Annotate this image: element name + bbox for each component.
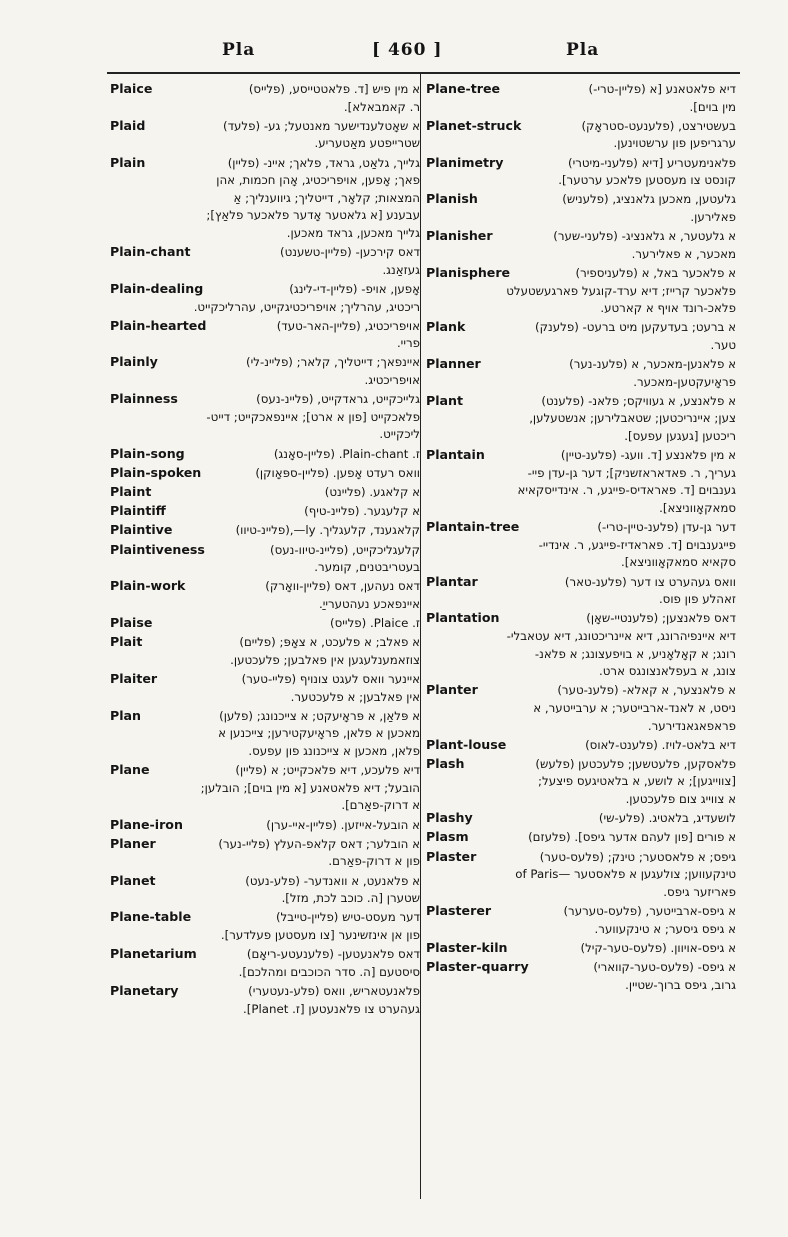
dictionary-entry [110,243,420,279]
dictionary-entry [110,317,420,353]
definition-continuation: טער. [710,337,736,352]
dictionary-entry [426,902,736,938]
definition-continuation: פון א דרוק-פאַרם. [328,854,420,869]
headword: Planimetry [426,154,504,170]
definition-continuation: מאכען א פלאן, פראָיעקטירען; צייכנען א [218,726,420,741]
dictionary-entry [110,670,420,706]
definition-text: פלאנעטאריש, וואס (פלע-נעטערי) [248,983,420,998]
definition-continuation: סמאקאָווניצא]. [659,501,736,515]
definition-continuation: הובעל; דיא פלאטאנע [א מין בוים]; הובלען; [200,780,420,795]
entry-first-line [426,154,736,173]
headword: Plantation [426,610,500,626]
headword: Plaiter [110,671,158,687]
definition-continuation: ר. קאמבאלא]. [343,99,420,114]
definition-text: דער גן-עדן (פלענ-טיין-טרי-) [597,520,736,535]
entry-first-line [426,609,736,628]
headword: Planer [110,835,156,851]
definition-text: א גיפס-אויוון. (פלעס-טער-קיל) [580,940,736,955]
dictionary-entry [426,264,736,318]
definition-continuation: א צווייג צום פלעכטען. [625,792,736,807]
right-column [426,80,736,1200]
entry-first-line [110,614,420,633]
dictionary-entry [426,848,736,902]
definition-continuation: גרוב, גיפס ברוך-שטיין. [625,977,736,992]
definition-text: א פלאנעט, א וואנדער- (פלע-נעט) [245,873,420,888]
dictionary-entry [110,816,420,835]
entry-first-line [110,707,420,726]
entry-first-line [110,521,420,540]
definition-continuation: פלאכער קרייז; דיא ערד-קוגעל פארגעשטעלט [506,283,736,298]
definition-continuation: אין פאלבען; א פלעכטער. [290,689,420,704]
definition-continuation: איינפאכע נעהטערייַ. [318,596,420,611]
entry-first-line [426,518,736,537]
running-head-left: Pla [222,40,256,60]
entry-first-line [426,958,736,977]
headword: Plane-iron [110,816,183,832]
definition-text: דאס קירכען- (פליין-טשענט) [279,245,420,260]
entry-first-line [110,445,420,464]
dictionary-entry [110,280,420,316]
headword: Plain-work [110,578,186,594]
dictionary-entry [110,521,420,540]
definition-text: א פאלב; א פלעכט, א צאָפּ; (פליים) [239,635,420,650]
dictionary-entry [426,573,736,609]
definition-continuation: זאהלע פון פוס. [658,592,736,607]
definition-continuation: קונסט צו מעסטען פלאכע ערטער]. [558,173,736,188]
definition-text: א הובלער; דאס קלאפ-העלץ (פליי-נער) [218,836,420,851]
headword: Planisher [426,228,493,244]
definition-text: דיא פלאטאנע [א (פליין-טרי-) [588,82,736,96]
definition-continuation: צונג, א בעפלאנצונגס ארט. [599,664,736,679]
headword: Plasterer [426,903,492,918]
entry-first-line [110,390,420,409]
headword: Plant [426,392,464,408]
headword: Plain-spoken [110,464,202,480]
definition-text: א גיפס- (פלעס-טער-קווארי) [593,959,736,974]
definition-text: דיא בלאט-לויז. (פלענט-לאוס) [585,737,736,752]
headword: Plaster [426,848,477,864]
definition-text: פלאנימעטריע [דיא (פלעני-מיטרי) [568,155,736,170]
definition-continuation: צוזאמענלעגען אין פאלבען; פלעכטען. [230,652,420,667]
dictionary-entry [426,117,736,153]
definition-text: אויפריכטיג, (פליין-האר-טעד) [276,318,420,333]
headword: Plain-song [110,445,185,461]
entry-first-line [110,541,420,560]
definition-continuation: פראָיעקטען-מאכער. [633,374,736,389]
dictionary-entry [426,355,736,391]
entry-first-line [110,117,420,136]
definition-continuation: שטערן [ה. כוכב לכת, מזל]. [281,891,420,906]
definition-text: איינער וואס לעגט צונויף (פליי-טער) [241,672,420,687]
dictionary-entry [110,577,420,613]
definition-text: א פורים [פון לעהם אדער גיפס]. (פלעזם) [528,830,736,845]
definition-text: א פלאנצער, א קאלא- (פלענ-טער) [557,683,736,698]
entry-first-line [110,908,420,927]
dictionary-entry [426,392,736,446]
headword: Planetary [110,982,179,998]
entry-first-line [110,945,420,964]
definition-text: דער מעסט-טיש (פליין-טייבל) [275,910,420,925]
definition-text: א קלעגער. (פליינ-טיף) [304,504,420,519]
definition-continuation: סקאיא סמאקאָווניצא]. [620,555,736,570]
entry-first-line [110,243,420,262]
entry-first-line [426,809,736,828]
entry-first-line [426,848,736,867]
entry-first-line [110,816,420,835]
definition-text: וואס רעדט אָפען. (פליין-ספּאָוקן) [255,465,420,480]
definition-text: בעשטירצט, (פלענעט-סטראָק) [581,118,736,133]
entry-first-line [110,835,420,854]
definition-continuation: בעטריבטנים, קומער. [314,560,420,575]
definition-text: קלאגענד, קלעגליך. ly—,(פליינ-טיוו) [235,523,420,538]
dictionary-entry [110,80,420,116]
entry-first-line [110,353,420,372]
dictionary-entry [426,318,736,354]
headword: Plainly [110,354,158,370]
definition-continuation: עבענע [א גלאטער אָדער פלאכער פלאַץ]; [206,208,420,223]
dictionary-entry [426,227,736,263]
dictionary-entry [110,707,420,761]
page-header [0,0,788,64]
definition-text: דיא פלעכע, דיא פלאכקייט; א (פליין) [235,763,420,778]
definition-continuation: פאלירען. [690,209,736,224]
headword: Plantain-tree [426,519,520,535]
definition-text: א פּלאַן, א פּראָיעקט; א צייכנונג; (פלען) [219,708,420,723]
definition-text: א שאָטלענדישער מאנטעל; גע- (פלעד) [222,118,420,133]
definition-continuation: גלייך מאכען, גראד מאכען. [286,225,420,240]
definition-continuation: פראפאגאנדירער. [647,718,736,733]
dictionary-entry [110,353,420,389]
entry-first-line [426,264,736,283]
definition-continuation: פאריזער גיפס. [663,884,736,899]
definition-continuation: [צווייגען]; א לושע, א בלאטיגעס פיצעל; [538,774,736,789]
entry-first-line [110,502,420,521]
dictionary-entry [426,609,736,680]
definition-continuation: געריך, ר. פאדאראזשניק]; דער גן-עדן פיי- [527,465,736,480]
headword: Plantain [426,447,485,463]
headword: Plain [110,154,146,170]
definition-text: א מין פלאנצע [ד. וועג- (פלענ-טיין) [560,448,736,463]
entry-first-line [110,982,420,1001]
dictionary-entry [110,872,420,908]
headword: Plaice [110,81,153,96]
page-number: [ 460 ] [372,40,443,60]
dictionary-entry [426,939,736,958]
definition-text: א קלאגע. (פליינט) [324,485,420,499]
left-column [110,80,420,1200]
entry-first-line [110,80,420,99]
definition-text: א גלעטער, א גלאנציג- (פלעני-שער) [553,229,736,244]
entry-first-line [426,190,736,209]
headword: Planet-struck [426,117,522,133]
entry-first-line [426,755,736,774]
dictionary-entry [110,390,420,444]
definition-continuation: פאך; אָפען, אויפריכטיג, אָהן חכמות, אהן [216,173,420,188]
entry-first-line [110,761,420,780]
definition-continuation: המצאות; קלאָר, דייטליך; גיווענליך; אַ [233,190,420,205]
headword: Plank [426,319,466,335]
definition-text: איינפאך; דייטליך, קלאר; (פליינ-לי) [246,355,420,370]
entry-first-line [110,280,420,299]
definition-text: ז. Plaice. (פלייס) [330,616,420,631]
dictionary-entry [426,190,736,226]
entry-first-line [426,80,736,99]
definition-continuation: פון אן אינזשינער [צו מעסטען פעלדער]. [220,927,420,942]
headword: Plaintiff [110,503,166,519]
definition-continuation: ערגריפען פון ערשטוינען. [613,136,736,151]
definition-continuation: געהערט צו פלאנעטען [ז. Planet]. [243,1001,420,1016]
header-rule [107,72,740,74]
dictionary-entry [110,982,420,1018]
running-head-right: Pla [566,40,600,60]
definition-text: א גיפס-ארבייטער, (פלעס-טערער) [563,904,736,918]
definition-continuation: מין בוים]. [689,99,736,114]
definition-text: גלעטען, מאכען גלאנציג, (פלעניש) [562,192,736,207]
headword: Planisphere [426,264,511,280]
entry-first-line [426,117,736,136]
entry-first-line [426,227,736,246]
definition-continuation: ריכטען [געגען עפעס]. [624,429,736,444]
dictionary-entry [110,483,420,502]
definition-continuation: רונג; א קאָלאָניע, א בויפעצונג; א פלאנ- [534,646,736,661]
definition-text: א ברעט; בעדעקען מיט ברעט- (פלענק) [535,320,736,335]
dictionary-entry [110,154,420,243]
entry-first-line [426,736,736,755]
definition-text: א פלאנען-מאכער, א (פלענ-נער) [569,357,736,372]
definition-continuation: ניסט, א לאנד-ארבייטער; א ערבייטער, א [533,700,736,715]
dictionary-entry [110,614,420,633]
definition-continuation: פייגענבוים [ד. פאראדיז-פייגע, ר. אינדיי- [538,537,736,552]
headword: Plane-table [110,909,192,925]
headword: Planner [426,356,481,372]
dictionary-entry [110,117,420,153]
definition-text: לושעדיג, בלאטיג. (פלע-שי) [598,811,736,826]
dictionary-entry [426,958,736,994]
headword: Planter [426,682,478,698]
headword: Plane-tree [426,81,501,96]
definition-continuation: א גיפס גיסער; א טינקעווער. [594,921,736,936]
definition-text: גלייכקייט, גראדקייט, (פליינ-נעס) [256,392,420,407]
definition-continuation: פריי. [396,336,420,351]
entry-first-line [110,154,420,173]
headword: Planet [110,872,156,888]
entry-first-line [426,355,736,374]
dictionary-entry [426,736,736,755]
definition-text: גיפס; א פלאסטער; טינק; (פלעס-טער) [539,849,736,864]
definition-text: גלייך, גלאַט, גראד, פלאך; איינ- (פליין) [227,155,420,170]
entry-first-line [426,318,736,337]
dictionary-entry [426,681,736,735]
definition-continuation: געזאַנג. [382,262,420,277]
entry-first-line [110,317,420,336]
headword: Plantar [426,573,478,589]
headword: Plaint [110,484,152,499]
definition-continuation: גענבוים [ד. פאראדיס-פייגע, ר. אינדייסקאיא [517,483,736,498]
dictionary-entry [426,446,736,517]
dictionary-entry [426,154,736,190]
headword: Plaid [110,117,146,133]
definition-continuation: דיא איינפיהרונג, דיא איינריכטונג, דיא עטאבלי- [506,628,736,643]
dictionary-entry [426,809,736,828]
definition-text: דאס פלאנצען; (פלענטיי-שאָן) [586,611,736,626]
headword: Plaster-kiln [426,939,508,955]
definition-continuation: מאכער, א פאלירער. [631,246,736,261]
definition-continuation: ליכקייט. [379,427,420,442]
definition-continuation: טינקעווען; צולעגען א פלאסטער —of Paris [515,867,736,882]
definition-continuation: ריכטיג, עהרליך; אויפריכטיגקייט, עהרליכקייט. [193,299,420,314]
headword: Plant-louse [426,736,507,752]
headword: Plaintive [110,522,173,538]
entry-first-line [110,483,420,502]
definition-continuation: פלאכקייט [פון א ארט]; איינפאכקייט; דייט- [206,409,420,424]
headword: Plain-chant [110,244,191,260]
entry-first-line [426,902,736,921]
dictionary-entry [110,945,420,981]
dictionary-entry [110,835,420,871]
headword: Plain-hearted [110,317,207,333]
headword: Plain-dealing [110,280,204,296]
entry-first-line [426,681,736,700]
dictionary-entry [110,541,420,577]
definition-text: א פלאכער באל, א (פלעניספיר) [575,265,736,280]
entry-first-line [426,828,736,847]
headword: Plainness [110,391,178,407]
headword: Plane [110,762,150,778]
headword: Plaise [110,615,153,631]
definition-text: א מין פיש [ד. פלאטטייסע, (פלייס) [248,82,420,96]
definition-text: א פלאנצע, א געוויקס; פלאנ- (פלענט) [541,393,736,408]
dictionary-entry [110,761,420,815]
entry-first-line [110,464,420,483]
definition-continuation: אויפריכטיג. [364,373,420,388]
definition-text: קלעגליכקייט, (פליינ-טיוו-נעס) [270,542,420,557]
dictionary-entry [426,80,736,116]
headword: Plaster-quarry [426,958,529,974]
headword: Planish [426,191,478,207]
dictionary-entry [110,502,420,521]
dictionary-entry [110,445,420,464]
definition-text: א הובעל-אייזען. (פליין-איי-ערן) [266,817,420,832]
dictionary-entry [426,755,736,809]
entry-first-line [110,872,420,891]
headword: Plait [110,634,143,650]
dictionary-entry [426,518,736,572]
headword: Plan [110,707,142,723]
entry-first-line [110,633,420,652]
entry-first-line [426,573,736,592]
entry-first-line [110,577,420,596]
dictionary-entry [110,633,420,669]
headword: Plash [426,755,465,771]
definition-continuation: סיסטעם [ה. סדר הכוכבים ומהלכם]. [238,964,420,979]
definition-text: דאס פלאנעטען- (פלענעטע-ריאָם) [246,947,420,962]
definition-continuation: פלאן, מאכען א צייכנונג פון עפעס. [248,744,420,759]
definition-text: אָפען, אויפ- (פליין-די-לינג) [289,281,420,296]
headword: Plasm [426,829,469,845]
dictionary-entry [426,828,736,847]
entry-first-line [426,392,736,411]
dictionary-entry [110,908,420,944]
definition-continuation: א דרוק-פאַרם]. [341,798,420,813]
entry-first-line [110,670,420,689]
definition-continuation: שטרייפטע מאַטעריע. [314,136,420,151]
headword: Plashy [426,810,473,826]
definition-text: ז. Plain-chant. (פליין-סאָנג) [273,446,420,461]
entry-first-line [426,939,736,958]
definition-text: פלאסקען, פלעטשען; פלעכטען (פלעש) [535,756,736,771]
column-divider [420,73,421,1199]
definition-continuation: פלאכ-רונד אויף א קארטע. [600,301,736,316]
entry-first-line [426,446,736,465]
definition-text: וואס געהערט צו דער (פלענ-טאר) [564,574,736,589]
definition-text: דאס נעהען, דאס (פליין-וואָרק) [265,579,420,594]
headword: Planetarium [110,946,197,962]
definition-continuation: צען; איינריכטען; שטאבלירען; אנשטעלען, [529,411,736,426]
dictionary-entry [110,464,420,483]
headword: Plaintiveness [110,541,205,557]
